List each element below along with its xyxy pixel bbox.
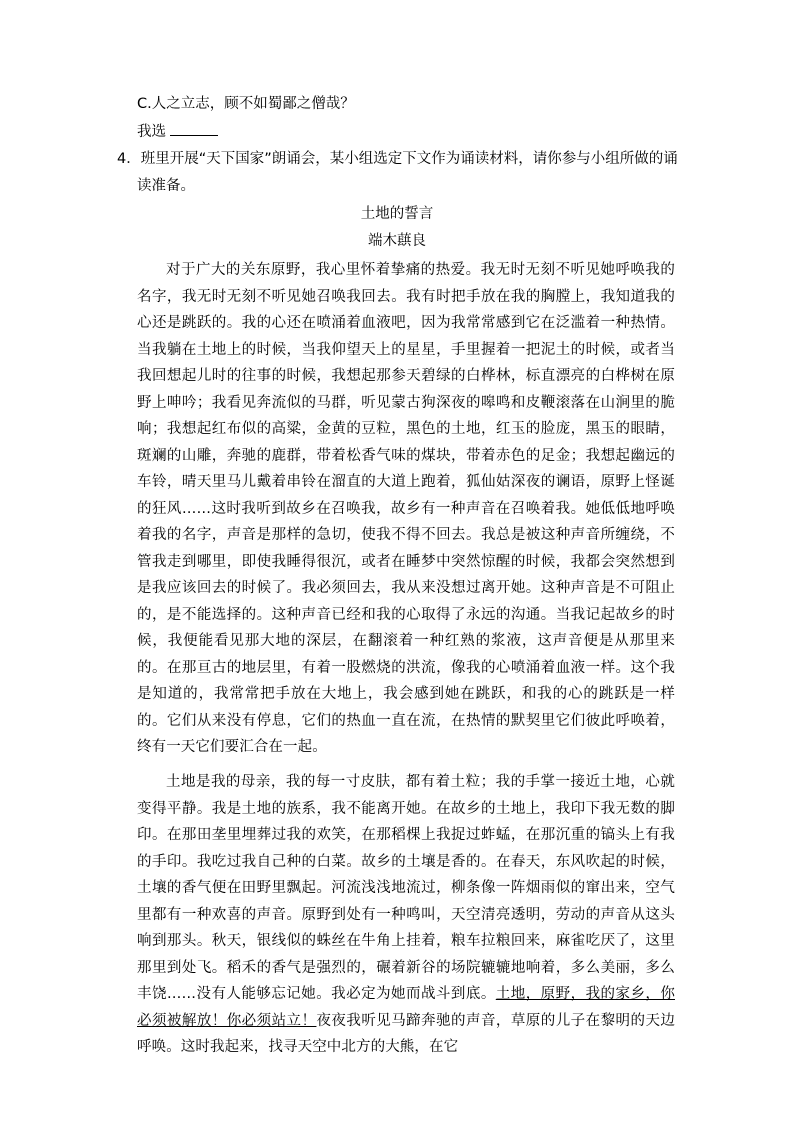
answer-choice-line [137,121,218,142]
option-c: C.人之立志，顾不如蜀鄙之僧哉？ [137,96,355,112]
question-prompt: 班里开展“天下国家”朗诵会，某小组选定下文作为诵读材料，请你参与小组所做的诵 [140,151,678,167]
article-author: 端木蕻良 [368,233,426,249]
answer-blank[interactable] [170,121,218,136]
article-paragraph-2 [137,769,675,1061]
article-paragraph-1: 对于广大的关东原野，我心里怀着挚痛的热爱。我无时无刻不听见她呼唤我的名字，我无时无刻不听见她召唤我回去。我有时把手放在我的胸膛上，我知道我的心还是跳跃的。我的心还在喷涌着血液吧，因为我常常感到它在泛滥着一种热情。当我躺在土地上的时候，当我仰望天上的星星，手里握着一把泥土的时候，或者当我回想起儿时的往事的时候，我想起那参天碧绿的白桦林，标直漂亮的白桦树在原野上呻吟；我看见奔流似的马群，听见蒙古狗深夜的嗥鸣和皮鞭滚落在山涧里的脆响；我想起红布似的高粱，金黄的豆粒，黑色的土地，红玉的脸庞，黑玉的眼睛，斑斓的山雕，奔驰的鹿群，带着松香气味的煤块，带着赤色的足金；我想起幽远的车铃，晴天里马儿戴着串铃在溜直的大道上跑着，狐仙姑深夜的谰语，原野上怪诞的狂风……这时我听到故乡在召唤我，故乡有一种声音在召唤着我。她低低地呼唤着我的名字，声音是那样的急切，使我不得不回去。我总是被这种声音所缠绕，不管我走到哪里，即使我睡得很沉，或者在睡梦中突然惊醒的时候，我都会突然想到是我应该回去的时候了。我必须回去，我从来没想过离开她。这种声音是不可阻止的，是不能选择的。这种声音已经和我的心取得了永远的沟通。当我记起故乡的时候，我便能看见那大地的深层，在翻滚着一种红熟的浆液，这声音便是从那里来的。在那亘古的地层里，有着一股燃烧的洪流，像我的心喷涌着血液一样。这个我是知道的，我常常把手放在大地上，我会感到她在跳跃，和我的心的跳跃是一样的。它们从来没有停息，它们的热血一直在流，在热情的默契里它们彼此呼唤着，终有一天它们要汇合在一起。 [137,262,675,755]
underlined-sentence: 土地，原野，我的家乡，你必须被解放！你必须站立！ [137,986,675,1029]
article-title: 土地的誓言 [360,206,434,222]
paragraph-2-continued: 夜夜我听见马蹄奔驰的声音，草原的儿子在黎明的天边呼唤。这时我起来，找寻天空中北方的大熊，在它 [137,1012,675,1055]
question-number: 4． [117,151,141,167]
question-4-line1 [117,149,678,169]
choice-label: 我选 [137,124,166,140]
paragraph-2-text: 土地是我的母亲，我的每一寸皮肤，都有着土粒；我的手掌一接近土地，心就变得平静。我是土地的族系，我不能离开她。在故乡的土地上，我印下我无数的脚印。在那田垄里埋葬过我的欢笑，在那稻棵上我捉过蚱蜢，在那沉重的镐头上有我的手印。我吃过我自己种的白菜。故乡的土壤是香的。在春天，东风吹起的时候，土壤的香气便在田野里飘起。河流浅浅地流过，柳条像一阵烟雨似的窜出来，空气里都有一种欢喜的声音。原野到处有一种鸣叫，天空清亮透明，劳动的声音从这头响到那头。秋天，银线似的蛛丝在牛角上挂着，粮车拉粮回来，麻雀吃厌了，这里那里到处飞。稻禾的香气是强烈的，碾着新谷的场院辘辘地响着，多么美丽，多么丰饶……没有人能够忘记她。我必定为她而战斗到底。 [137,774,675,1002]
question-4-line2: 读准备。 [137,178,195,194]
